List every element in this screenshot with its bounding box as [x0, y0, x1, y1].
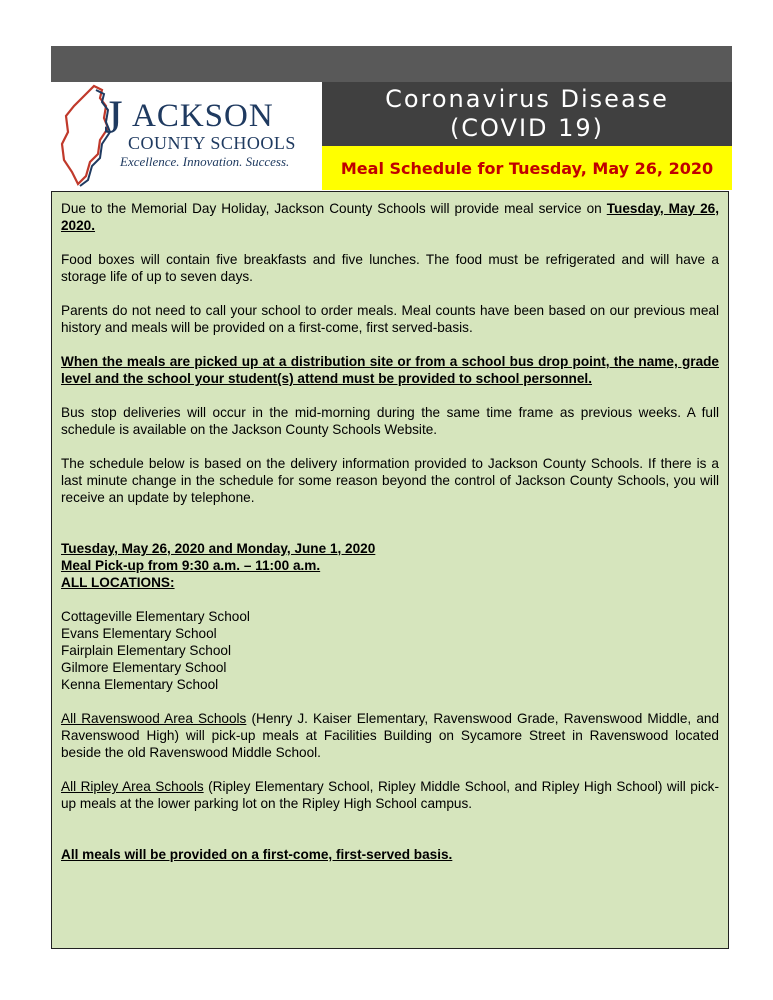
logo-subtitle: COUNTY SCHOOLS [128, 133, 296, 153]
paragraph-schedule-note: The schedule below is based on the delivery information provided to Jackson County Schools. If there is a last minute change in the schedule for some reason beyond the control of Jackson County Schools, you will receive an update by telephone. [61, 456, 719, 505]
location-item: Kenna Elementary School [61, 677, 219, 692]
spacer [61, 829, 719, 846]
ripley-label: All Ripley Area Schools [61, 779, 204, 794]
spacer [61, 693, 719, 710]
meal-schedule-banner [322, 146, 732, 190]
schedule-dates: Tuesday, May 26, 2020 and Monday, June 1, 2020 [61, 541, 376, 556]
holiday-text: Due to the Memorial Day Holiday, Jackson County Schools will provide meal service on [61, 201, 607, 216]
logo-name: ACKSON [132, 98, 274, 134]
location-item: Gilmore Elementary School [61, 660, 227, 675]
logo-tagline: Excellence. Innovation. Success. [120, 154, 290, 169]
banner-line-2: (COVID 19) [449, 114, 605, 142]
ravenswood-label: All Ravenswood Area Schools [61, 711, 247, 726]
banner-line-1: Coronavirus Disease [385, 85, 669, 113]
paragraph-ripley [61, 778, 719, 812]
ripley-text: (Ripley Elementary School, Ripley Middle School, and Ripley High School) will pick-up meals at the lower parking lot on the Ripley High School campus. [61, 779, 719, 811]
logo-initial: J [104, 91, 123, 144]
location-item: Fairplain Elementary School [61, 643, 232, 658]
schedule-all-locations: ALL LOCATIONS: [61, 575, 175, 590]
content-panel [51, 191, 729, 949]
covid-banner [322, 82, 732, 146]
paragraph-pickup-requirement: When the meals are picked up at a distribution site or from a school bus drop point, the name, grade level and the school your student(s) attend must be provided to school personnel. [61, 354, 719, 386]
paragraph-ravenswood [61, 710, 719, 761]
paragraph-food-boxes: Food boxes will contain five breakfasts and five lunches. The food must be refrigerated and will have a storage life of up to seven days. [61, 252, 719, 284]
spacer [61, 523, 719, 540]
ravenswood-text: (Henry J. Kaiser Elementary, Ravenswood Grade, Ravenswood Middle, and Ravenswood High) will pick-up meals at Facilities Building on Sycamore Street in Ravenswood located beside the old Ravenswood Middle School. [61, 711, 719, 760]
location-item: Evans Elementary School [61, 626, 217, 641]
schedule-pickup-time: Meal Pick-up from 9:30 a.m. – 11:00 a.m. [61, 558, 321, 573]
location-item: Cottageville Elementary School [61, 609, 250, 624]
jackson-county-schools-logo [60, 84, 320, 188]
paragraph-meal-counts: Parents do not need to call your school to order meals. Meal counts have been based on our previous meal history and meals will be provided on a first-come, first served-basis. [61, 303, 719, 335]
meal-schedule-title: Meal Schedule for Tuesday, May 26, 2020 [340, 158, 714, 178]
holiday-date: Tuesday, May 26, 2020. [61, 201, 719, 233]
paragraph-final-note: All meals will be provided on a first-come, first-served basis. [61, 847, 453, 862]
spacer [61, 591, 719, 608]
paragraph-bus-stop: Bus stop deliveries will occur in the mid-morning during the same time frame as previous weeks. A full schedule is available on the Jackson County Schools Website. [61, 405, 719, 437]
top-bar [51, 46, 732, 82]
paragraph-holiday [61, 200, 719, 234]
